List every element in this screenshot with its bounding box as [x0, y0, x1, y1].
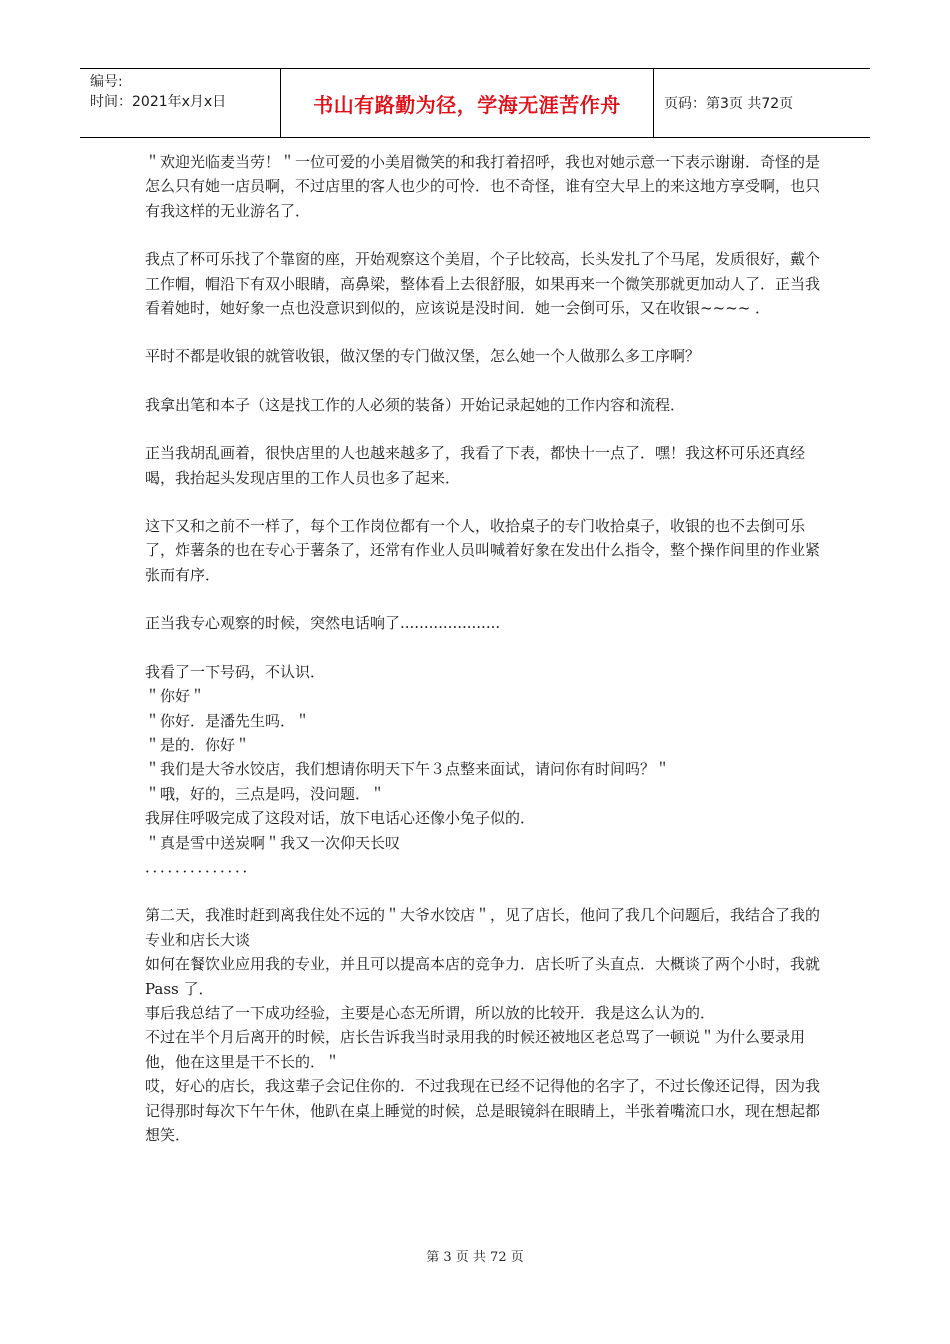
dialogue-line: ．．．．．．．．．．．．．． [145, 857, 258, 876]
paragraph: 第二天，我准时赶到离我住处不远的＂大爷水饺店＂，见了店长，他问了我几个问题后，我结合了我的专业和店长大谈 [145, 906, 821, 949]
header-motto-cell [281, 69, 654, 137]
dialogue-line: ＂是的．你好＂ [145, 735, 251, 754]
paragraph: 正当我胡乱画着，很快店里的人也越来越多了，我看了下表，都快十一点了．嘿！我这杯可乐还真经喝，我抬起头发现店里的工作人员也多了起来． [145, 444, 806, 487]
document-body [145, 150, 825, 1147]
dialogue-line: ＂你好．是潘先生吗．＂ [145, 711, 311, 730]
motto-text: 书山有路勤为径，学海无涯苦作舟 [313, 92, 621, 117]
dialogue-line: 我屏住呼吸完成了这段对话，放下电话心还像小兔子似的． [145, 809, 536, 828]
page-info: 页码：第3页 共72页 [664, 96, 794, 112]
page-footer: 第 3 页 共 72 页 [426, 1250, 524, 1265]
paragraph: 哎，好心的店长，我这辈子会记住你的．不过我现在已经不记得他的名字了，不过长像还记得，因为我记得那时每次下午午休，他趴在桌上睡觉的时候，总是眼镜斜在眼睛上，半张着嘴流口水，现在想起都想笑． [145, 1077, 821, 1144]
dialogue-line: 我看了一下号码，不认识． [145, 662, 326, 681]
dialogue-line: ＂我们是大爷水饺店，我们想请你明天下午３点整来面试，请问你有时间吗？＂ [145, 760, 671, 779]
dialogue-line: ＂哦，好的，三点是吗，没问题．＂ [145, 784, 386, 803]
header-left-cell [80, 69, 281, 137]
number-label: 编号: [90, 74, 123, 90]
paragraph: 平时不都是收银的就管收银，做汉堡的专门做汉堡，怎么她一个人做那么多工序啊？ [145, 347, 701, 366]
paragraph: ＂欢迎光临麦当劳！＂一位可爱的小美眉微笑的和我打着招呼，我也对她示意一下表示谢谢．奇怪的是怎么只有她一店员啊，不过店里的客人也少的可怜．也不奇怪，谁有空大早上的来这地方享受啊，也只有我这样的无业游名了． [145, 153, 821, 220]
dialogue-line: ＂真是雪中送炭啊＂我又一次仰天长叹 [145, 833, 401, 852]
dialogue-line: ＂你好＂ [145, 687, 206, 706]
paragraph: 事后我总结了一下成功经验，主要是心态无所谓，所以放的比较开．我是这么认为的． [145, 1003, 716, 1022]
paragraph: 如何在餐饮业应用我的专业，并且可以提高本店的竞争力．店长听了头直点．大概谈了两个小时，我就Pass 了． [145, 955, 821, 998]
paragraph: 不过在半个月后离开的时候，店长告诉我当时录用我的时候还被地区老总骂了一顿说＂为什么要录用他，他在这里是干不长的．＂ [145, 1028, 806, 1071]
paragraph: 正当我专心观察的时候，突然电话响了..................... [145, 614, 501, 633]
page-header [80, 68, 870, 138]
paragraph: 我点了杯可乐找了个靠窗的座，开始观察这个美眉，个子比较高，长头发扎了个马尾，发质很好，戴个工作帽，帽沿下有双小眼睛，高鼻梁，整体看上去很舒服，如果再来一个微笑那就更加动人了．正当我看着她时，她好象一点也没意识到似的，应该说是没时间．她一会倒可乐，又在收银~~~~ ． [145, 250, 821, 318]
paragraph: 这下又和之前不一样了，每个工作岗位都有一个人，收拾桌子的专门收拾桌子，收银的也不去倒可乐了，炸薯条的也在专心于薯条了，还常有作业人员叫喊着好象在发出什么指令，整个操作间里的作业紧张而有序． [145, 517, 821, 584]
paragraph: 我拿出笔和本子（这是找工作的人必须的装备）开始记录起她的工作内容和流程． [145, 395, 686, 414]
time-label: 时间：2021年x月x日 [90, 94, 227, 110]
header-page-cell [654, 69, 870, 137]
